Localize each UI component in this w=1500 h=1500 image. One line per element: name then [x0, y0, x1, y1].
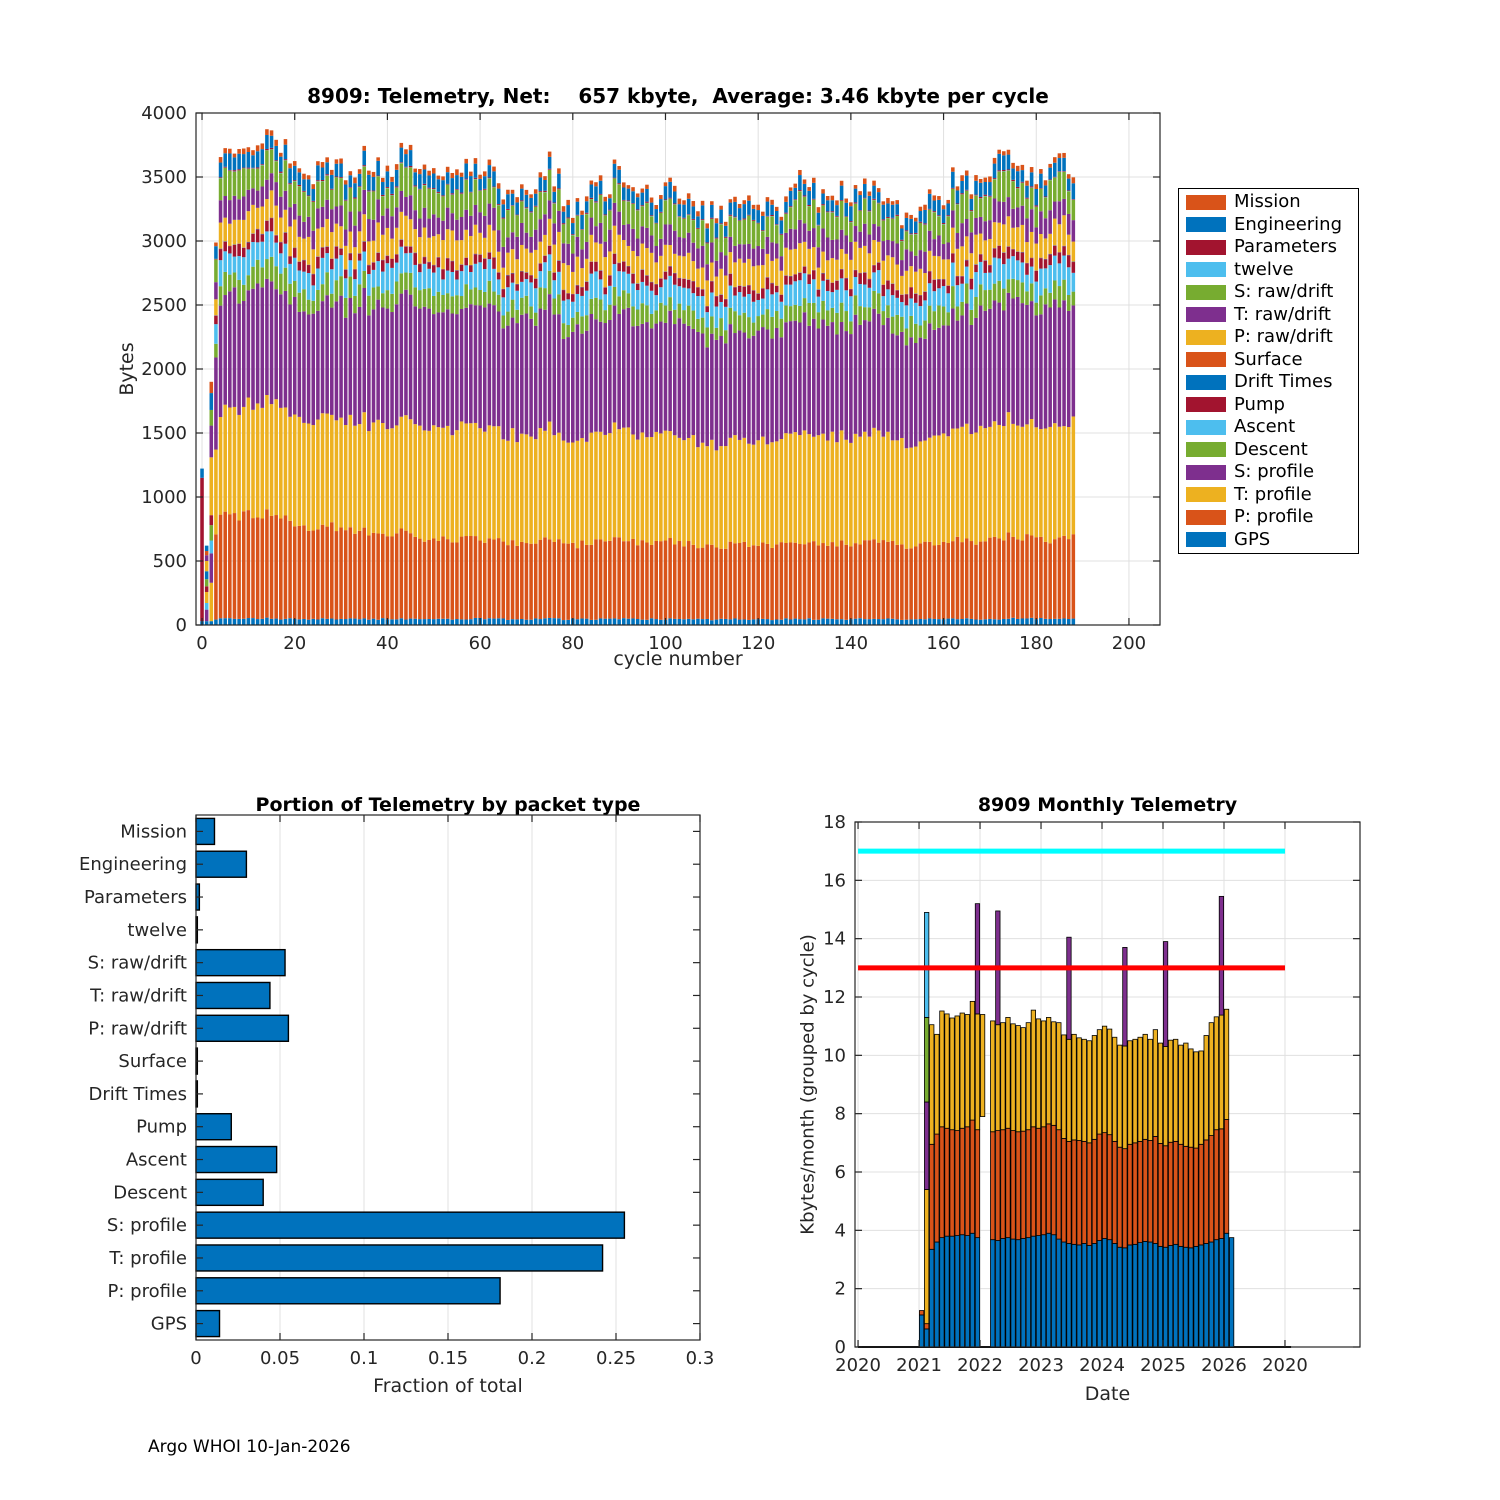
svg-text:60: 60 — [468, 633, 492, 654]
svg-text:2500: 2500 — [141, 295, 187, 316]
svg-text:100: 100 — [648, 633, 683, 654]
svg-text:P: profile: P: profile — [107, 1280, 187, 1302]
svg-text:P: raw/drift: P: raw/drift — [88, 1018, 187, 1040]
legend-swatch-icon — [1186, 285, 1226, 300]
legend-item — [1186, 237, 1358, 258]
legend-label: GPS — [1234, 528, 1271, 550]
svg-text:2026: 2026 — [1201, 1355, 1247, 1376]
svg-text:twelve: twelve — [127, 919, 187, 941]
svg-text:2020: 2020 — [1262, 1355, 1308, 1376]
svg-text:14: 14 — [823, 928, 846, 950]
svg-text:2023: 2023 — [1018, 1355, 1064, 1376]
legend-item — [1186, 439, 1358, 460]
legend-label: Parameters — [1234, 236, 1338, 258]
svg-text:4000: 4000 — [141, 103, 187, 124]
legend-swatch-icon — [1186, 375, 1226, 390]
svg-text:16: 16 — [823, 870, 846, 892]
svg-text:18: 18 — [823, 812, 846, 833]
legend-item — [1186, 259, 1358, 280]
legend-item — [1186, 507, 1358, 528]
portion-by-packet-type-chart — [40, 795, 740, 1395]
svg-text:2020: 2020 — [835, 1355, 881, 1376]
legend-swatch-icon — [1186, 532, 1226, 547]
svg-text:160: 160 — [926, 633, 961, 654]
svg-text:0.1: 0.1 — [349, 1348, 379, 1369]
svg-text:1500: 1500 — [141, 423, 187, 444]
svg-text:T: profile: T: profile — [109, 1247, 187, 1269]
svg-text:Ascent: Ascent — [125, 1149, 187, 1171]
svg-text:GPS: GPS — [150, 1313, 187, 1335]
svg-text:0.05: 0.05 — [259, 1348, 301, 1369]
svg-text:Surface: Surface — [118, 1051, 187, 1073]
svg-text:0: 0 — [834, 1337, 846, 1358]
svg-text:6: 6 — [834, 1162, 846, 1183]
legend-label: Surface — [1234, 348, 1303, 370]
legend-swatch-icon — [1186, 510, 1226, 525]
legend-item — [1186, 372, 1358, 393]
legend-label: twelve — [1234, 258, 1294, 280]
svg-text:2025: 2025 — [1140, 1355, 1186, 1376]
portion-chart-title: Portion of Telemetry by packet type — [255, 794, 641, 816]
bars-layer — [858, 896, 1291, 1347]
legend-swatch-icon — [1186, 240, 1226, 255]
svg-text:80: 80 — [561, 633, 585, 654]
legend-swatch-icon — [1186, 352, 1226, 367]
svg-text:Parameters: Parameters — [83, 887, 187, 909]
svg-text:2024: 2024 — [1079, 1355, 1125, 1376]
legend-item — [1186, 417, 1358, 438]
svg-text:0.3: 0.3 — [685, 1348, 715, 1369]
legend-label: S: profile — [1234, 461, 1315, 483]
telemetry-x-axis-label: cycle number — [613, 648, 743, 670]
svg-text:Descent: Descent — [113, 1182, 187, 1204]
legend-label: Pump — [1234, 393, 1285, 415]
svg-text:500: 500 — [152, 551, 187, 572]
svg-text:140: 140 — [833, 633, 869, 654]
legend-label: Descent — [1234, 438, 1308, 460]
telemetry-per-cycle-chart — [140, 92, 1210, 667]
legend-item — [1186, 327, 1358, 348]
svg-text:S: profile: S: profile — [106, 1215, 187, 1237]
legend-item — [1186, 282, 1358, 303]
legend-item — [1186, 394, 1358, 415]
monthly-chart-title: 8909 Monthly Telemetry — [977, 794, 1238, 816]
svg-text:T: raw/drift: T: raw/drift — [90, 985, 187, 1007]
legend-swatch-icon — [1186, 217, 1226, 232]
svg-text:0.25: 0.25 — [595, 1348, 637, 1369]
svg-text:40: 40 — [375, 633, 399, 654]
bars-layer — [196, 818, 624, 1336]
svg-text:S: raw/drift: S: raw/drift — [87, 952, 187, 974]
legend-item — [1186, 349, 1358, 370]
legend-swatch-icon — [1186, 465, 1226, 480]
svg-text:0.2: 0.2 — [517, 1348, 547, 1369]
svg-text:Pump: Pump — [136, 1116, 187, 1138]
legend-item — [1186, 484, 1358, 505]
legend-label: T: raw/drift — [1234, 303, 1331, 325]
svg-text:200: 200 — [1111, 633, 1147, 654]
svg-text:2: 2 — [834, 1278, 846, 1300]
legend-label: Ascent — [1234, 416, 1296, 438]
svg-text:180: 180 — [1019, 633, 1054, 654]
portion-x-axis-label: Fraction of total — [373, 1375, 523, 1397]
legend-swatch-icon — [1186, 397, 1226, 412]
legend-swatch-icon — [1186, 195, 1226, 210]
svg-text:3500: 3500 — [141, 167, 187, 188]
legend — [1178, 188, 1359, 554]
svg-text:8: 8 — [834, 1103, 846, 1125]
svg-text:Drift Times: Drift Times — [88, 1083, 187, 1105]
svg-text:4: 4 — [834, 1220, 846, 1242]
legend-swatch-icon — [1186, 330, 1226, 345]
legend-label: P: profile — [1234, 506, 1314, 528]
monthly-telemetry-chart — [770, 795, 1395, 1395]
svg-text:Mission: Mission — [120, 821, 187, 843]
svg-text:2000: 2000 — [141, 359, 187, 380]
legend-item — [1186, 304, 1358, 325]
legend-label: T: profile — [1234, 483, 1312, 505]
legend-label: P: raw/drift — [1234, 326, 1333, 348]
telemetry-chart-title: 8909: Telemetry, Net: 657 kbyte, Average: 3.46 kbyte per cycle — [307, 84, 1049, 108]
svg-text:12: 12 — [823, 987, 846, 1008]
legend-label: Mission — [1234, 191, 1301, 213]
svg-text:0: 0 — [190, 1348, 202, 1369]
svg-text:2022: 2022 — [957, 1355, 1003, 1376]
legend-label: S: raw/drift — [1234, 281, 1334, 303]
svg-text:Engineering: Engineering — [79, 854, 187, 876]
telemetry-y-axis-label: Bytes — [116, 342, 138, 396]
svg-text:120: 120 — [740, 633, 776, 654]
legend-item — [1186, 214, 1358, 235]
svg-text:0: 0 — [196, 633, 208, 654]
legend-swatch-icon — [1186, 307, 1226, 322]
monthly-y-axis-label: Kbytes/month (grouped by cycle) — [797, 934, 819, 1235]
credit-text: Argo WHOI 10-Jan-2026 — [148, 1437, 351, 1457]
legend-item — [1186, 462, 1358, 483]
svg-text:2021: 2021 — [896, 1355, 942, 1376]
svg-text:3000: 3000 — [141, 231, 187, 252]
legend-label: Engineering — [1234, 213, 1342, 235]
legend-label: Drift Times — [1234, 371, 1333, 393]
legend-swatch-icon — [1186, 262, 1226, 277]
legend-swatch-icon — [1186, 487, 1226, 502]
legend-swatch-icon — [1186, 442, 1226, 457]
svg-text:0.15: 0.15 — [427, 1348, 469, 1369]
monthly-x-axis-label: Date — [1084, 1383, 1131, 1405]
legend-swatch-icon — [1186, 420, 1226, 435]
svg-text:0: 0 — [175, 615, 187, 636]
svg-text:10: 10 — [823, 1045, 846, 1067]
legend-item — [1186, 192, 1358, 213]
svg-text:20: 20 — [283, 633, 307, 654]
legend-item — [1186, 529, 1358, 550]
svg-text:1000: 1000 — [141, 487, 187, 508]
